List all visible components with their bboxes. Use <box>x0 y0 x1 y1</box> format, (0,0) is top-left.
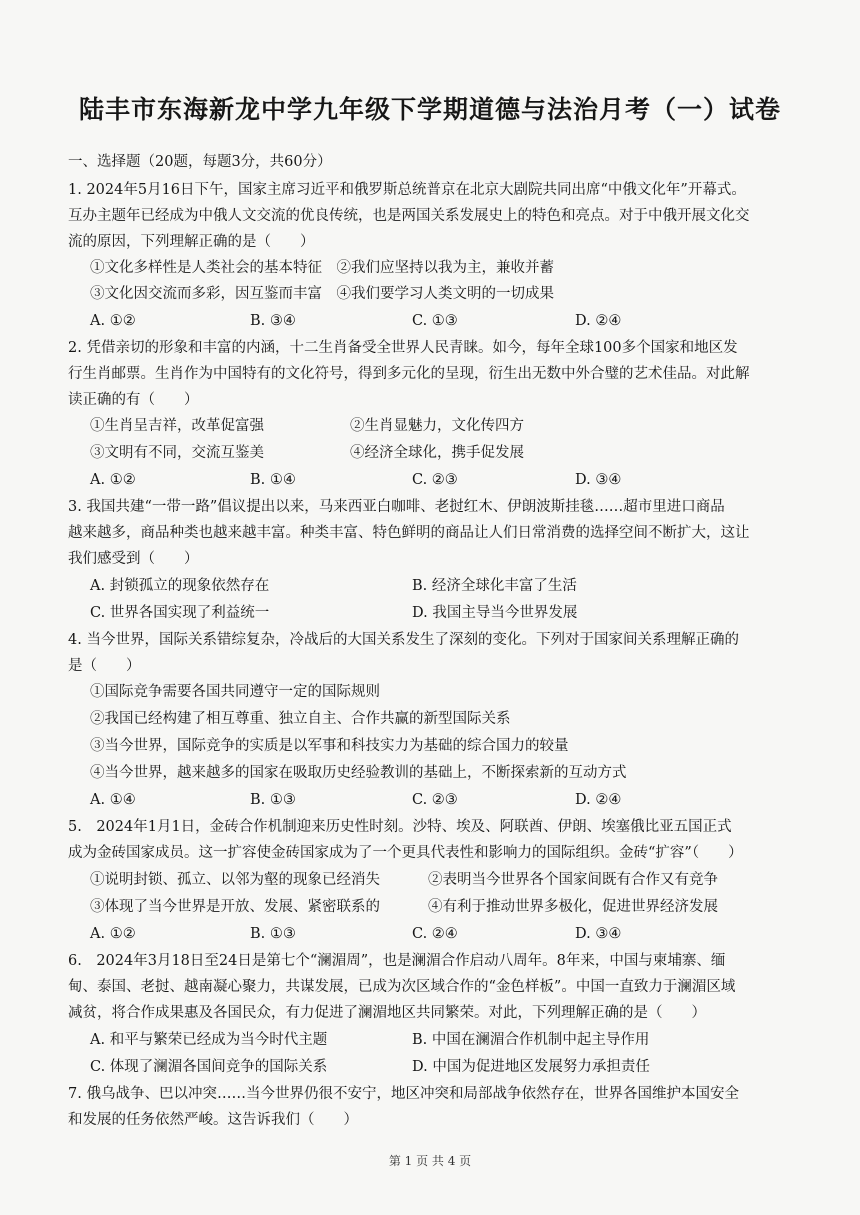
q6-line-2: 甸、泰国、老挝、越南凝心聚力，共谋发展，已成为次区域合作的“金色样板”。中国一直致力于澜湄区域 <box>68 979 736 995</box>
page-footer: 第 1 页 共 4 页 <box>388 1154 472 1168</box>
q6-line-3: 减贫，将合作成果惠及各国民众，有力促进了澜湄地区共同繁荣。对此，下列理解正确的是（ ） <box>68 1005 706 1021</box>
q2-option-b: B. ①④ <box>250 472 296 488</box>
q5-statement-2: ②表明当今世界各个国家间既有合作又有竞争 <box>428 872 718 888</box>
q4-line-1: 4. 当今世界，国际关系错综复杂，冷战后的大国关系发生了深刻的变化。下列对于国家间关系理解正确的 <box>68 632 739 648</box>
q5-option-d: D. ③④ <box>575 926 622 942</box>
q1-statement-1: ①文化多样性是人类社会的基本特征 ②我们应坚持以我为主，兼收并蓄 <box>90 260 554 276</box>
q5-option-c: C. ②④ <box>412 926 458 942</box>
q5-statement-1: ①说明封锁、孤立、以邻为壑的现象已经消失 <box>90 872 380 888</box>
q1-option-d: D. ②④ <box>575 313 622 329</box>
q1-line-1: 1. 2024年5月16日下午，国家主席习近平和俄罗斯总统普京在北京大剧院共同出席“中俄文化年”开幕式。 <box>68 182 746 198</box>
q1-option-c: C. ①③ <box>412 313 458 329</box>
q6-option-c: C. 体现了澜湄各国间竞争的国际关系 <box>90 1059 328 1075</box>
q6-option-d: D. 中国为促进地区发展努力承担责任 <box>412 1059 650 1075</box>
q6-option-b: B. 中国在澜湄合作机制中起主导作用 <box>412 1032 650 1048</box>
q5-line-2: 成为金砖国家成员。这一扩容使金砖国家成为了一个更具代表性和影响力的国际组织。金砖“扩容”（ ） <box>68 845 743 861</box>
q3-option-c: C. 世界各国实现了利益统一 <box>90 605 270 621</box>
q7-line-2: 和发展的任务依然严峻。这告诉我们（ ） <box>68 1112 358 1128</box>
q1-line-2: 互办主题年已经成为中俄人文交流的优良传统，也是两国关系发展史上的特色和亮点。对于中俄开展文化交 <box>68 208 750 224</box>
q4-option-c: C. ②③ <box>412 792 458 808</box>
q1-option-b: B. ③④ <box>250 313 296 329</box>
q2-statement-4: ④经济全球化，携手促发展 <box>350 445 524 461</box>
q4-statement-1: ①国际竞争需要各国共同遵守一定的国际规则 <box>90 684 380 700</box>
q2-line-2: 行生肖邮票。生肖作为中国特有的文化符号，得到多元化的呈现，衍生出无数中外合璧的艺术佳品。对此解 <box>68 366 750 382</box>
q3-option-a: A. 封锁孤立的现象依然存在 <box>90 578 270 594</box>
q3-option-d: D. 我国主导当今世界发展 <box>412 605 578 621</box>
q5-statement-4: ④有利于推动世界多极化，促进世界经济发展 <box>428 899 718 915</box>
exam-title: 陆丰市东海新龙中学九年级下学期道德与法治月考（一）试卷 <box>78 95 781 124</box>
q2-line-3: 读正确的有（ ） <box>68 392 199 408</box>
q6-line-1: 6. 2024年3月18日至24日是第七个“澜湄周”，也是澜湄合作启动八周年。8年来，中国与柬埔寨、缅 <box>68 953 726 969</box>
q2-option-c: C. ②③ <box>412 472 458 488</box>
q7-line-1: 7. 俄乌战争、巴以冲突……当今世界仍很不安宁，地区冲突和局部战争依然存在，世界各国维护本国安全 <box>68 1086 739 1102</box>
q4-option-d: D. ②④ <box>575 792 622 808</box>
q5-option-b: B. ①③ <box>250 926 296 942</box>
q2-statement-3: ③文明有不同，交流互鉴美 <box>90 445 264 461</box>
q4-statement-3: ③当今世界，国际竞争的实质是以军事和科技实力为基础的综合国力的较量 <box>90 738 569 754</box>
section-heading: 一、选择题（20题，每题3分，共60分） <box>68 154 332 170</box>
q5-line-1: 5. 2024年1月1日，金砖合作机制迎来历史性时刻。沙特、埃及、阿联酋、伊朗、埃塞俄比亚五国正式 <box>68 819 732 835</box>
q2-statement-2: ②生肖显魅力，文化传四方 <box>350 418 524 434</box>
q5-statement-3: ③体现了当今世界是开放、发展、紧密联系的 <box>90 899 380 915</box>
q3-line-1: 3. 我国共建“一带一路”倡议提出以来，马来西亚白咖啡、老挝红木、伊朗波斯挂毯……超市里进口商品 <box>68 499 725 515</box>
q4-statement-2: ②我国已经构建了相互尊重、独立自主、合作共赢的新型国际关系 <box>90 711 511 727</box>
q5-option-a: A. ①② <box>90 926 136 942</box>
q2-option-d: D. ③④ <box>575 472 622 488</box>
q2-option-a: A. ①② <box>90 472 136 488</box>
q4-line-2: 是（ ） <box>68 658 141 674</box>
q1-option-a: A. ①② <box>90 313 136 329</box>
q3-line-3: 我们感受到（ ） <box>68 551 199 567</box>
q3-line-2: 越来越多，商品种类也越来越丰富。种类丰富、特色鲜明的商品让人们日常消费的选择空间不断扩大，这让 <box>68 525 750 541</box>
q4-option-a: A. ①④ <box>90 792 136 808</box>
q6-option-a: A. 和平与繁荣已经成为当今时代主题 <box>90 1032 328 1048</box>
q1-line-3: 流的原因，下列理解正确的是（ ） <box>68 234 315 250</box>
q1-statement-2: ③文化因交流而多彩，因互鉴而丰富 ④我们要学习人类文明的一切成果 <box>90 286 554 302</box>
q4-statement-4: ④当今世界，越来越多的国家在吸取历史经验教训的基础上，不断探索新的互动方式 <box>90 765 627 781</box>
q2-statement-1: ①生肖呈吉祥，改革促富强 <box>90 418 264 434</box>
q2-line-1: 2. 凭借亲切的形象和丰富的内涵，十二生肖备受全世界人民青睐。如今，每年全球100多个国家和地区发 <box>68 340 738 356</box>
q4-option-b: B. ①③ <box>250 792 296 808</box>
q3-option-b: B. 经济全球化丰富了生活 <box>412 578 577 594</box>
